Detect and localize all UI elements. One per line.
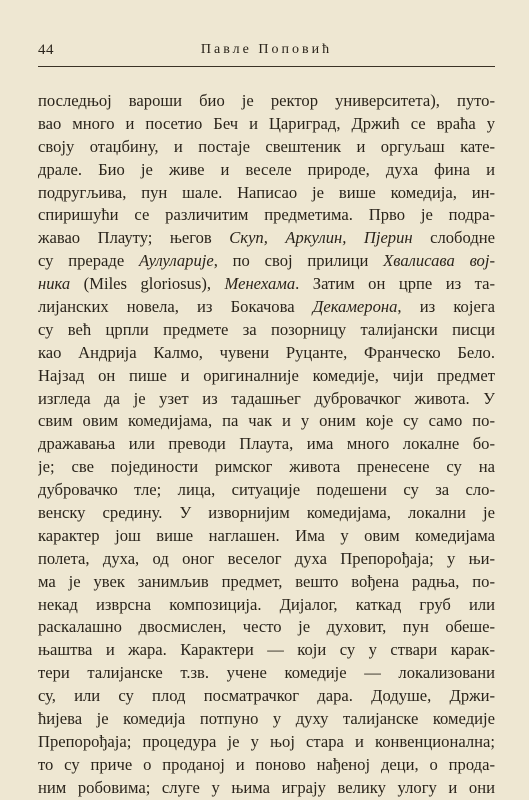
text-line: [38, 754, 495, 777]
text-segment: (Miles gloriosus),: [70, 274, 225, 294]
text-line: [38, 777, 495, 800]
italic-title: ника: [38, 274, 71, 294]
text-segment: жавао Плауту; његов: [38, 228, 230, 248]
text-line: [38, 479, 495, 502]
text-segment: некад изврсна композиција. Дијалог, каткад груб или: [38, 594, 495, 614]
text-line: [38, 342, 495, 365]
text-line: [38, 182, 495, 205]
text-segment: драле. Био је живе и веселе природе, духа фина и: [38, 159, 495, 179]
text-segment: . Затим он црпе из та-: [295, 274, 495, 294]
italic-title: Скуп, Аркулин, Пјерин: [229, 228, 413, 248]
italic-title: Декамерона: [312, 297, 398, 317]
text-line: [38, 410, 495, 433]
italic-title: Аулуларије: [139, 251, 214, 271]
text-line: [38, 204, 495, 227]
text-segment: подругљива, пун шале. Написао је више комедија, ин-: [38, 182, 495, 202]
text-segment: лијанских новела, из Бокачова: [38, 297, 313, 317]
text-line: [38, 731, 495, 754]
text-segment: је; све појединости римског живота пренесене су на: [38, 457, 495, 477]
text-segment: су, или су плод посматрачког дара. Додуше, Држи-: [38, 686, 495, 706]
text-segment: као Андрија Калмо, чувени Руцанте, Франческо Бело.: [38, 342, 495, 362]
text-segment: ма је увек занимљив предмет, вешто вођена радња, по-: [38, 571, 495, 591]
text-line: [38, 319, 495, 342]
text-segment: спиришући се различитим предметима. Прво је подра-: [38, 205, 495, 225]
text-segment: вао много и посетио Беч и Цариград, Држић се враћа у: [38, 113, 495, 133]
text-line: [38, 159, 495, 182]
text-segment: Најзад он пише и оригиналније комедије, чији предмет: [38, 365, 495, 385]
text-segment: ћијева је комедија потпуно у духу талијанске комедије: [38, 709, 495, 729]
italic-title: Хвалисава вој-: [383, 251, 495, 271]
italic-title: Менехама: [224, 274, 296, 294]
page-number: 44: [38, 42, 54, 58]
text-segment: ним робовима; слуге у њима играју велику улогу и они: [38, 777, 495, 797]
page-header: [38, 38, 495, 67]
text-line: [38, 548, 495, 571]
text-line: [38, 685, 495, 708]
text-line: [38, 433, 495, 456]
body-text: [38, 90, 495, 800]
text-segment: раскалашно двосмислен, често је духовит, пун обеше-: [38, 617, 495, 637]
text-segment: изгледа да је узет из тадашњег дубровачког живота. У: [38, 388, 495, 408]
running-head: Павле Поповић: [200, 42, 333, 57]
text-segment: то су приче о проданој и поново нађеној деци, о прода-: [38, 754, 495, 774]
text-line: [38, 227, 495, 250]
text-line: [38, 136, 495, 159]
text-line: [38, 113, 495, 136]
text-segment: венску средину. У изворнијим комедијама, локални је: [38, 503, 495, 523]
text-segment: њаштва и жара. Карактери — који су у ствари карак-: [38, 640, 495, 660]
text-segment: слободне: [412, 228, 495, 248]
text-line: [38, 250, 495, 273]
text-line: [38, 525, 495, 548]
text-line: [38, 296, 495, 319]
text-segment: последњој вароши био је ректор университета), путо-: [38, 91, 495, 110]
text-segment: су прераде: [38, 251, 139, 271]
text-segment: свим овим комедијама, па чак и у оним које су само по-: [38, 411, 495, 431]
text-segment: су већ црпли предмете за позорницу талијански писци: [38, 319, 495, 339]
text-line: [38, 639, 495, 662]
text-segment: полета, духа, од оног веселог духа Препорођаја; у њи-: [38, 548, 495, 568]
text-segment: Препорођаја; процедура је у њој стара и конвенционална;: [38, 731, 495, 751]
text-line: [38, 365, 495, 388]
text-line: [38, 388, 495, 411]
text-line: [38, 594, 495, 617]
text-segment: , по свој прилици: [213, 251, 384, 271]
text-segment: своју отаџбину, и постаје свештеник и оргуљаш кате-: [38, 136, 495, 156]
text-line: [38, 502, 495, 525]
text-line: [38, 90, 495, 113]
text-segment: дражавања или преводи Плаута, има много локалне бо-: [38, 434, 495, 454]
text-segment: тери талијанске т.зв. учене комедије — локализовани: [38, 663, 495, 683]
text-segment: карактер још више наглашен. Има у овим комедијама: [38, 525, 495, 545]
text-line: [38, 616, 495, 639]
text-line: [38, 708, 495, 731]
text-segment: , из којега: [397, 297, 495, 317]
text-line: [38, 571, 495, 594]
text-line: [38, 273, 495, 296]
text-line: [38, 662, 495, 685]
text-segment: дубровачко тле; лица, ситуације подешени су за сло-: [38, 480, 495, 500]
text-line: [38, 456, 495, 479]
